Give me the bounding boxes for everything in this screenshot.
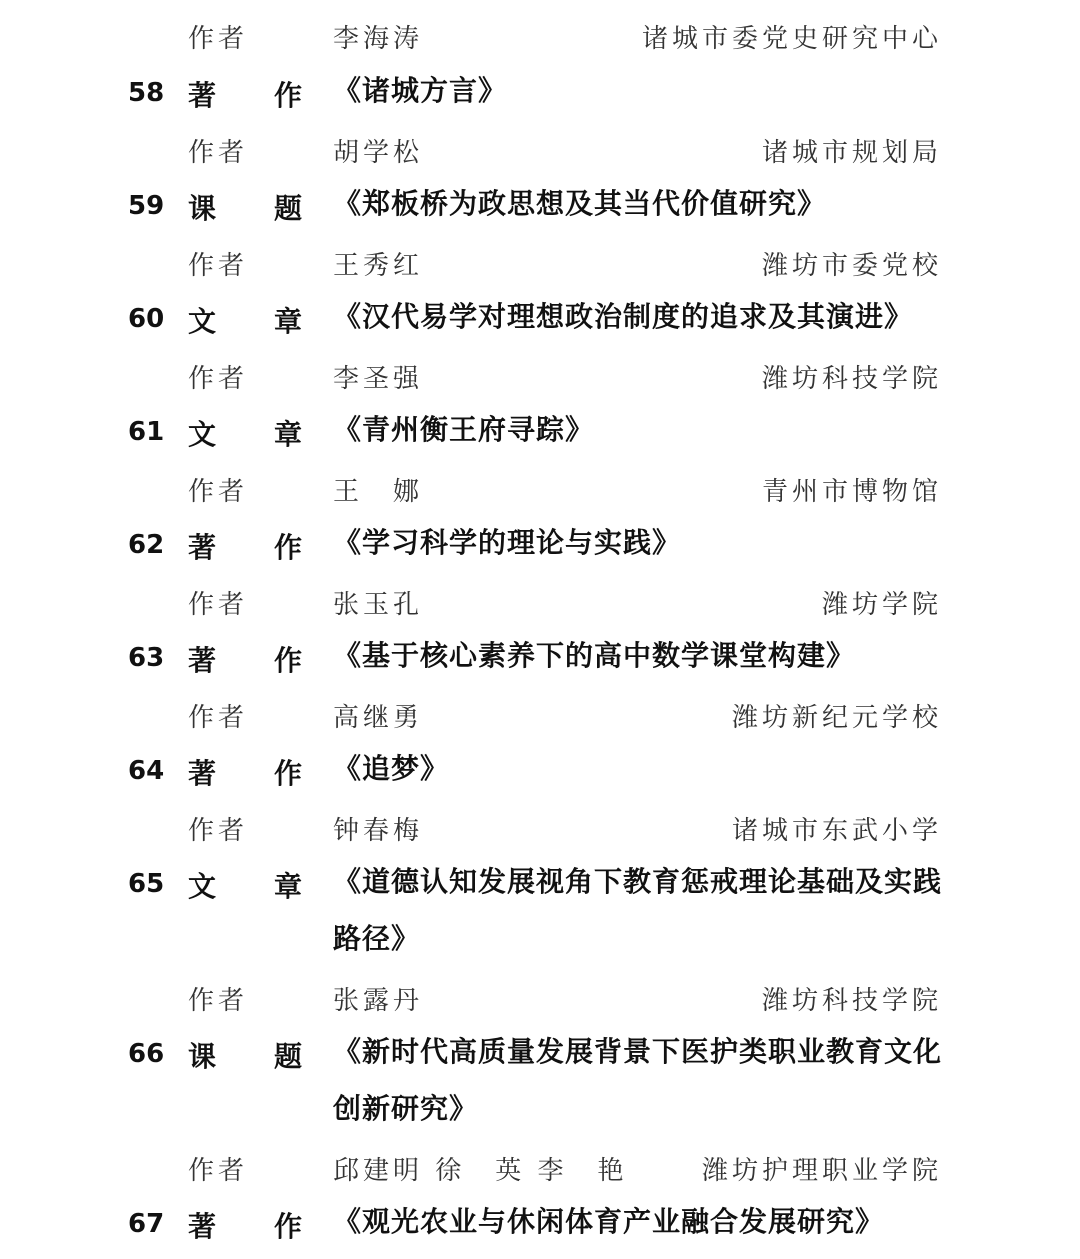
author-name: 李圣强 <box>333 364 424 394</box>
entry-category: 文 章 <box>188 418 302 451</box>
author-label: 作者 <box>188 703 249 733</box>
entry-number: 65 <box>128 869 165 899</box>
entry-row <box>0 181 1080 237</box>
author-name: 李海涛 <box>333 24 424 54</box>
author-row <box>0 463 1080 519</box>
entry-title: 《诸城方言》 <box>333 74 508 107</box>
entry-number: 64 <box>128 756 165 786</box>
entry-title: 《追梦》 <box>333 752 450 785</box>
entry-number: 62 <box>128 530 165 560</box>
entry-category: 著 作 <box>188 531 302 564</box>
author-institution: 潍坊科技学院 <box>761 364 942 394</box>
entry-row <box>0 859 1080 971</box>
author-institution: 诸城市规划局 <box>761 138 942 168</box>
author-institution: 潍坊学院 <box>821 590 942 620</box>
entry-row <box>0 520 1080 576</box>
author-institution: 潍坊护理职业学院 <box>701 1156 942 1186</box>
author-institution: 诸城市东武小学 <box>731 816 942 846</box>
entry-title: 《道德认知发展视角下教育惩戒理论基础及实践路径》 <box>333 865 943 955</box>
entry-number: 58 <box>128 78 165 108</box>
entry-number: 60 <box>128 304 165 334</box>
author-name: 高继勇 <box>333 703 424 733</box>
author-row <box>0 802 1080 858</box>
entry-row <box>0 1199 1080 1255</box>
entry-row <box>0 407 1080 463</box>
author-row <box>0 237 1080 293</box>
author-row <box>0 124 1080 180</box>
entry-title: 《汉代易学对理想政治制度的追求及其演进》 <box>333 300 914 333</box>
author-row <box>0 689 1080 745</box>
author-label: 作者 <box>188 816 249 846</box>
entry-row <box>0 633 1080 689</box>
author-label: 作者 <box>188 1156 249 1186</box>
author-institution: 青州市博物馆 <box>761 477 942 507</box>
author-institution: 潍坊科技学院 <box>761 986 942 1016</box>
entry-title: 《观光农业与休闲体育产业融合发展研究》 <box>333 1205 885 1238</box>
author-institution: 潍坊新纪元学校 <box>731 703 942 733</box>
entry-category: 著 作 <box>188 79 302 112</box>
entry-category: 文 章 <box>188 870 302 903</box>
entry-category: 著 作 <box>188 757 302 790</box>
entry-title: 《新时代高质量发展背景下医护类职业教育文化创新研究》 <box>333 1035 943 1125</box>
author-row <box>0 972 1080 1028</box>
entry-number: 66 <box>128 1039 165 1069</box>
author-name: 邱建明 徐 英 李 艳 <box>333 1156 628 1186</box>
entry-number: 63 <box>128 643 165 673</box>
author-name: 王秀红 <box>333 251 424 281</box>
author-label: 作者 <box>188 138 249 168</box>
entry-category: 课 题 <box>188 1040 302 1073</box>
author-institution: 潍坊市委党校 <box>761 251 942 281</box>
author-name: 张露丹 <box>333 986 424 1016</box>
entry-title: 《郑板桥为政思想及其当代价值研究》 <box>333 187 827 220</box>
entry-row <box>0 746 1080 802</box>
author-label: 作者 <box>188 477 249 507</box>
author-row <box>0 1142 1080 1198</box>
entry-category: 文 章 <box>188 305 302 338</box>
author-name: 钟春梅 <box>333 816 424 846</box>
author-label: 作者 <box>188 251 249 281</box>
entry-title: 《青州衡王府寻踪》 <box>333 413 595 446</box>
author-row <box>0 350 1080 406</box>
author-label: 作者 <box>188 364 249 394</box>
author-name: 王 娜 <box>333 477 424 507</box>
author-name: 胡学松 <box>333 138 424 168</box>
author-name: 张玉孔 <box>333 590 424 620</box>
author-row <box>0 10 1080 66</box>
entry-title: 《基于核心素养下的高中数学课堂构建》 <box>333 639 856 672</box>
author-institution: 诸城市委党史研究中心 <box>641 24 942 54</box>
author-label: 作者 <box>188 24 249 54</box>
entry-category: 课 题 <box>188 192 302 225</box>
author-label: 作者 <box>188 590 249 620</box>
entry-row <box>0 294 1080 350</box>
entry-category: 著 作 <box>188 1210 302 1243</box>
author-label: 作者 <box>188 986 249 1016</box>
entry-number: 59 <box>128 191 165 221</box>
entry-number: 67 <box>128 1209 165 1239</box>
entry-category: 著 作 <box>188 644 302 677</box>
entry-row <box>0 68 1080 124</box>
entry-title: 《学习科学的理论与实践》 <box>333 526 682 559</box>
author-row <box>0 576 1080 632</box>
entry-number: 61 <box>128 417 165 447</box>
entry-row <box>0 1029 1080 1141</box>
